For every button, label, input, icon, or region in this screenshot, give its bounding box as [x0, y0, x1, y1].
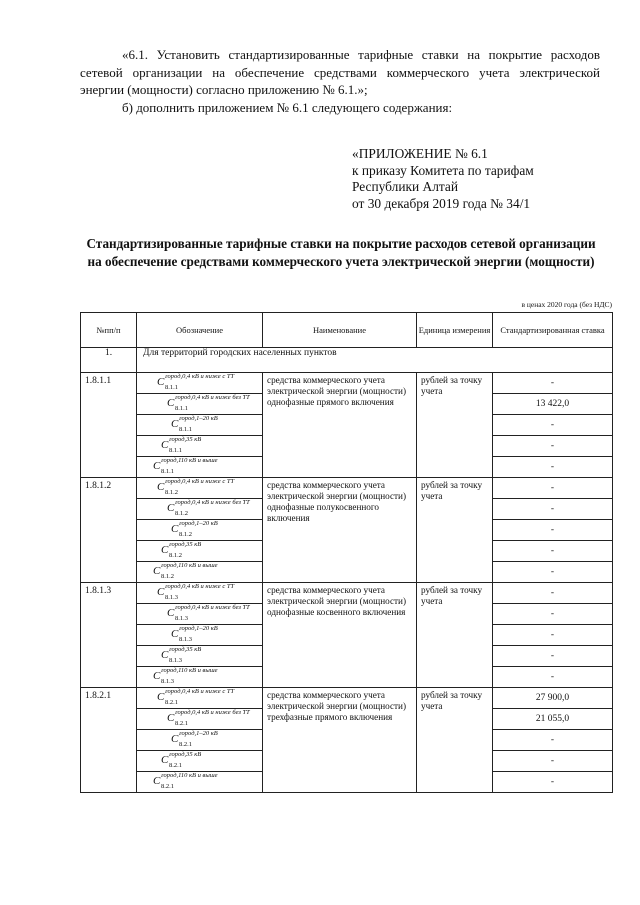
symbol-c: C: [153, 565, 161, 577]
symbol-c: C: [167, 607, 175, 619]
row-unit: рублей за точку учета: [417, 688, 493, 793]
row-unit: рублей за точку учета: [417, 583, 493, 688]
symbol-sub: 8.1.1: [169, 447, 182, 454]
symbol-sup: город,110 кВ и выше: [161, 457, 218, 464]
symbol-sub: 8.1.2: [179, 531, 192, 538]
rate-symbol: [137, 373, 262, 391]
document-title: Стандартизированные тарифные ставки на покрытие расходов сетевой организации на обеспечение средствами коммерческого учета электрической энергии (мощности): [86, 236, 596, 269]
table-row: [81, 373, 613, 394]
rate-symbol: [137, 415, 262, 433]
rate-value: 21 055,0: [493, 709, 613, 730]
row-code: 1.8.1.2: [81, 478, 137, 583]
intro-paragraph-1: «6.1. Установить стандартизированные тарифные ставки на покрытие расходов сетевой организации на обеспечение средствами коммерческого учета электрической энергии (мощности) согласно приложению № 6.1.»;: [80, 47, 600, 97]
section-row: [81, 348, 613, 373]
rate-value: -: [493, 373, 613, 394]
symbol-sub: 8.2.1: [175, 720, 188, 727]
appendix-line-1: «ПРИЛОЖЕНИЕ № 6.1: [352, 146, 488, 161]
symbol-sub: 8.1.3: [165, 594, 178, 601]
symbol-sub: 8.1.3: [175, 615, 188, 622]
designation-cell: [137, 373, 263, 394]
rate-symbol: [137, 625, 262, 643]
rate-symbol: [137, 667, 262, 685]
header-num: №пп/п: [81, 313, 137, 348]
designation-cell: [137, 499, 263, 520]
symbol-c: C: [161, 439, 169, 451]
symbol-sup: город,35 кВ: [169, 541, 202, 548]
symbol-sub: 8.2.1: [161, 783, 174, 790]
rate-symbol: [137, 604, 262, 622]
symbol-sup: город,110 кВ и выше: [161, 772, 218, 779]
header-designation: Обозначение: [137, 313, 263, 348]
rate-symbol: [137, 583, 262, 601]
appendix-line-2: к приказу Комитета по тарифам: [352, 162, 534, 178]
price-note: в ценах 2020 года (без НДС): [521, 300, 612, 309]
appendix-header: [352, 146, 612, 212]
symbol-sub: 8.1.1: [179, 426, 192, 433]
designation-cell: [137, 541, 263, 562]
designation-cell: [137, 457, 263, 478]
symbol-sub: 8.2.1: [165, 699, 178, 706]
symbol-sup: город,0,4 кВ и ниже с ТТ: [165, 478, 235, 485]
table-row: [81, 583, 613, 604]
symbol-c: C: [161, 649, 169, 661]
rate-value: -: [493, 625, 613, 646]
symbol-c: C: [171, 733, 179, 745]
designation-cell: [137, 730, 263, 751]
symbol-sub: 8.1.1: [161, 468, 174, 475]
designation-cell: [137, 646, 263, 667]
symbol-sub: 8.1.3: [161, 678, 174, 685]
symbol-sup: город,0,4 кВ и ниже без ТТ: [175, 604, 250, 611]
symbol-c: C: [153, 775, 161, 787]
symbol-c: C: [161, 754, 169, 766]
symbol-c: C: [171, 418, 179, 430]
rates-table: [80, 312, 613, 793]
rate-symbol: [137, 751, 262, 769]
table-row: [81, 478, 613, 499]
designation-cell: [137, 583, 263, 604]
symbol-sub: 8.2.1: [169, 762, 182, 769]
appendix-line-3: Республики Алтай: [352, 179, 459, 194]
rate-symbol: [137, 436, 262, 454]
row-code: 1.8.1.3: [81, 583, 137, 688]
designation-cell: [137, 709, 263, 730]
header-name: Наименование: [263, 313, 417, 348]
symbol-sup: город,1–20 кВ: [179, 520, 218, 527]
symbol-sub: 8.2.1: [179, 741, 192, 748]
rate-value: -: [493, 646, 613, 667]
designation-cell: [137, 562, 263, 583]
row-name: средства коммерческого учета электрической энергии (мощности) однофазные полукосвенного включения: [263, 478, 417, 583]
section-name: Для территорий городских населенных пунктов: [137, 348, 613, 373]
symbol-c: C: [171, 523, 179, 535]
symbol-c: C: [167, 502, 175, 514]
symbol-sub: 8.1.1: [175, 405, 188, 412]
symbol-sup: город,110 кВ и выше: [161, 667, 218, 674]
rate-value: -: [493, 478, 613, 499]
symbol-sup: город,0,4 кВ и ниже без ТТ: [175, 499, 250, 506]
symbol-sup: город,0,4 кВ и ниже без ТТ: [175, 709, 250, 716]
rate-value: -: [493, 751, 613, 772]
header-rate: Стандартизированная ставка: [493, 313, 613, 348]
symbol-sup: город,1–20 кВ: [179, 625, 218, 632]
designation-cell: [137, 394, 263, 415]
rate-symbol: [137, 562, 262, 580]
symbol-sup: город,35 кВ: [169, 436, 202, 443]
header-unit: Единица измерения: [417, 313, 493, 348]
symbol-sup: город,110 кВ и выше: [161, 562, 218, 569]
row-name: средства коммерческого учета электрической энергии (мощности) однофазные прямого включения: [263, 373, 417, 478]
rate-symbol: [137, 457, 262, 475]
rate-value: -: [493, 772, 613, 793]
row-code: 1.8.1.1: [81, 373, 137, 478]
symbol-sub: 8.1.3: [179, 636, 192, 643]
rate-value: 13 422,0: [493, 394, 613, 415]
designation-cell: [137, 436, 263, 457]
rate-value: -: [493, 520, 613, 541]
table-row: [81, 688, 613, 709]
rate-symbol: [137, 520, 262, 538]
symbol-c: C: [153, 460, 161, 472]
designation-cell: [137, 772, 263, 793]
rate-value: -: [493, 730, 613, 751]
symbol-sup: город,1–20 кВ: [179, 415, 218, 422]
rate-symbol: [137, 646, 262, 664]
rate-symbol: [137, 772, 262, 790]
symbol-sup: город,0,4 кВ и ниже без ТТ: [175, 394, 250, 401]
rate-value: 27 900,0: [493, 688, 613, 709]
section-num: 1.: [81, 348, 137, 373]
designation-cell: [137, 688, 263, 709]
symbol-sup: город,0,4 кВ и ниже с ТТ: [165, 688, 235, 695]
rate-value: -: [493, 583, 613, 604]
symbol-sub: 8.1.2: [161, 573, 174, 580]
designation-cell: [137, 604, 263, 625]
rate-symbol: [137, 688, 262, 706]
symbol-sub: 8.1.2: [175, 510, 188, 517]
intro-paragraph-2: б) дополнить приложением № 6.1 следующего содержания:: [122, 99, 453, 115]
symbol-sup: город,35 кВ: [169, 646, 202, 653]
symbol-c: C: [161, 544, 169, 556]
designation-cell: [137, 520, 263, 541]
symbol-sub: 8.1.2: [165, 489, 178, 496]
rate-symbol: [137, 478, 262, 496]
rate-value: -: [493, 457, 613, 478]
symbol-c: C: [157, 691, 165, 703]
symbol-c: C: [157, 376, 165, 388]
symbol-sup: город,35 кВ: [169, 751, 202, 758]
symbol-c: C: [167, 712, 175, 724]
designation-cell: [137, 478, 263, 499]
rate-symbol: [137, 730, 262, 748]
rate-value: -: [493, 415, 613, 436]
symbol-sub: 8.1.2: [169, 552, 182, 559]
rate-symbol: [137, 541, 262, 559]
rate-symbol: [137, 499, 262, 517]
intro-block: [80, 46, 600, 116]
appendix-line-4: от 30 декабря 2019 года № 34/1: [352, 195, 531, 211]
row-name: средства коммерческого учета электрической энергии (мощности) трехфазные прямого включения: [263, 688, 417, 793]
row-unit: рублей за точку учета: [417, 478, 493, 583]
designation-cell: [137, 667, 263, 688]
symbol-c: C: [157, 481, 165, 493]
symbol-sup: город,1–20 кВ: [179, 730, 218, 737]
designation-cell: [137, 415, 263, 436]
symbol-c: C: [157, 586, 165, 598]
rate-value: -: [493, 541, 613, 562]
rate-symbol: [137, 394, 262, 412]
symbol-c: C: [153, 670, 161, 682]
symbol-sup: город,0,4 кВ и ниже с ТТ: [165, 583, 235, 590]
rate-value: -: [493, 667, 613, 688]
symbol-sup: город,0,4 кВ и ниже с ТТ: [165, 373, 235, 380]
symbol-sub: 8.1.3: [169, 657, 182, 664]
symbol-c: C: [171, 628, 179, 640]
designation-cell: [137, 625, 263, 646]
rate-value: -: [493, 436, 613, 457]
rate-value: -: [493, 562, 613, 583]
row-code: 1.8.2.1: [81, 688, 137, 793]
row-name: средства коммерческого учета электрической энергии (мощности) однофазные косвенного включения: [263, 583, 417, 688]
rate-value: -: [493, 604, 613, 625]
designation-cell: [137, 751, 263, 772]
row-unit: рублей за точку учета: [417, 373, 493, 478]
rate-symbol: [137, 709, 262, 727]
symbol-sub: 8.1.1: [165, 384, 178, 391]
table-header-row: [81, 313, 613, 348]
symbol-c: C: [167, 397, 175, 409]
rate-value: -: [493, 499, 613, 520]
